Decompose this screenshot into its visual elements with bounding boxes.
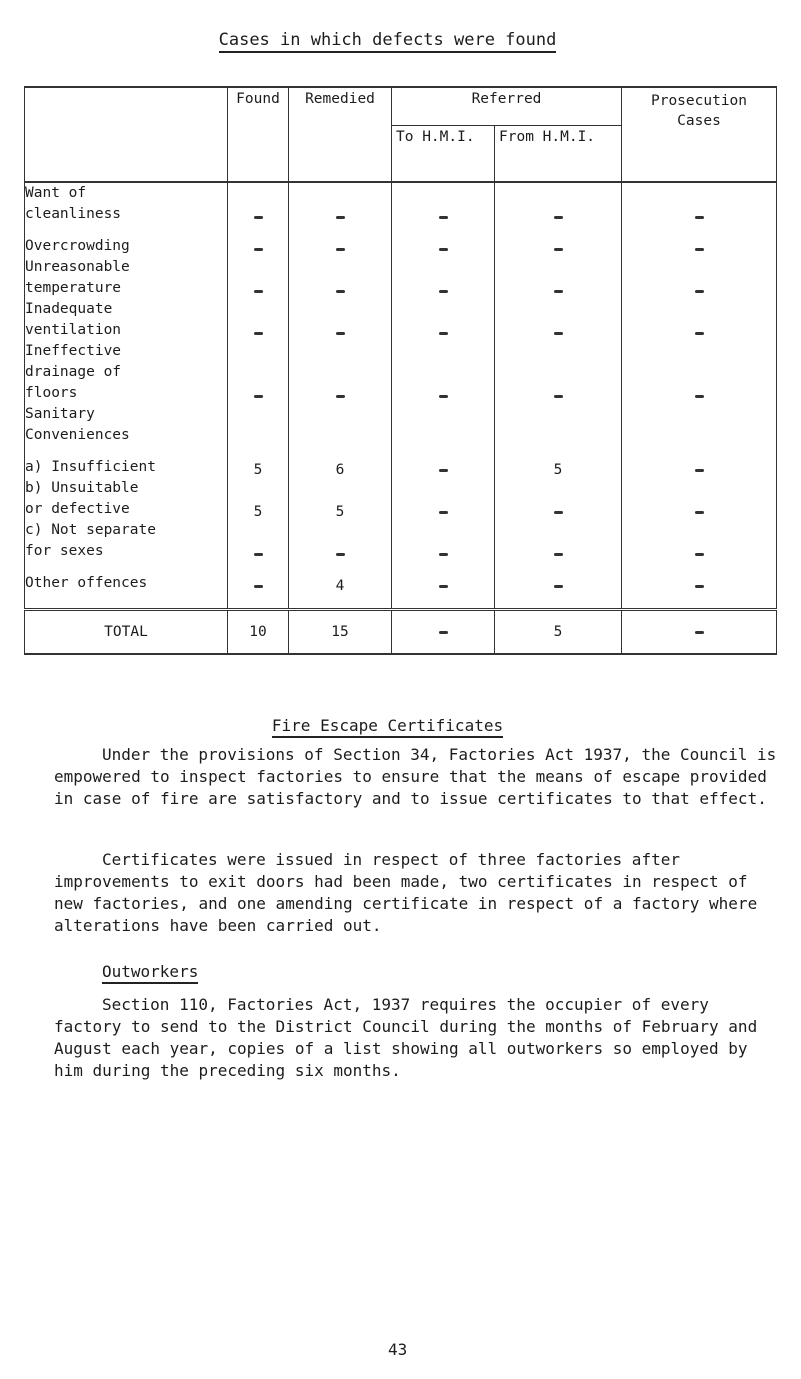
table-row bbox=[25, 341, 777, 404]
fire-escape-paragraph-2: Certificates were issued in respect of three factories after improvements to exit doors had been made, two certificates in respect of new factories, and one amending certificate in respect of a factory where alterations have been carried out. bbox=[54, 850, 758, 935]
table-row bbox=[25, 520, 777, 562]
nil-dash bbox=[336, 553, 345, 556]
cell-prosecution bbox=[622, 225, 777, 257]
nil-dash bbox=[554, 248, 563, 251]
cell-from bbox=[495, 404, 622, 446]
fire-escape-heading: Fire Escape Certificates bbox=[0, 716, 775, 735]
cell-remedied: 4 bbox=[289, 562, 392, 594]
cell-remedied bbox=[289, 520, 392, 562]
nil-dash bbox=[439, 395, 448, 398]
header-blank bbox=[25, 87, 228, 182]
fire-escape-paragraph-1: Under the provisions of Section 34, Factories Act 1937, the Council is empowered to inspect factories to ensure that the means of escape provided in case of fire are satisfactory and to issue certificates to that effect. bbox=[54, 745, 777, 808]
cell-prosecution bbox=[622, 182, 777, 225]
spacer-cell bbox=[495, 594, 622, 610]
row-label: Ineffective drainage of floors bbox=[25, 341, 228, 404]
nil-dash bbox=[439, 332, 448, 335]
nil-dash bbox=[439, 469, 448, 472]
cell-from bbox=[495, 520, 622, 562]
cell-to bbox=[392, 225, 495, 257]
row-label: Want of cleanliness bbox=[25, 182, 228, 225]
spacer-cell bbox=[25, 594, 228, 610]
nil-dash bbox=[254, 553, 263, 556]
cell-prosecution bbox=[622, 257, 777, 299]
cell-prosecution bbox=[622, 478, 777, 520]
nil-dash bbox=[439, 585, 448, 588]
total-to bbox=[392, 610, 495, 655]
header-found: Found bbox=[228, 87, 289, 182]
cell-prosecution bbox=[622, 520, 777, 562]
cell-prosecution bbox=[622, 404, 777, 446]
cell-found bbox=[228, 225, 289, 257]
spacer-cell bbox=[228, 594, 289, 610]
cell-prosecution bbox=[622, 341, 777, 404]
cell-from bbox=[495, 299, 622, 341]
nil-dash bbox=[554, 216, 563, 219]
cell-prosecution bbox=[622, 299, 777, 341]
cell-found bbox=[228, 341, 289, 404]
cell-to bbox=[392, 182, 495, 225]
row-label: Inadequate ventilation bbox=[25, 299, 228, 341]
nil-dash bbox=[554, 585, 563, 588]
nil-dash bbox=[695, 332, 704, 335]
table-row bbox=[25, 562, 777, 594]
total-remedied: 15 bbox=[289, 610, 392, 655]
row-label: Other offences bbox=[25, 562, 228, 594]
cell-to bbox=[392, 257, 495, 299]
cell-remedied bbox=[289, 182, 392, 225]
nil-dash bbox=[254, 332, 263, 335]
nil-dash bbox=[336, 216, 345, 219]
nil-dash bbox=[254, 290, 263, 293]
total-row bbox=[25, 610, 777, 655]
cell-remedied bbox=[289, 341, 392, 404]
cell-remedied: 6 bbox=[289, 446, 392, 478]
nil-dash bbox=[439, 216, 448, 219]
cell-found bbox=[228, 182, 289, 225]
cell-found bbox=[228, 562, 289, 594]
header-to-hmi: To H.M.I. bbox=[392, 126, 495, 183]
table-row bbox=[25, 478, 777, 520]
cell-found: 5 bbox=[228, 446, 289, 478]
nil-dash bbox=[695, 216, 704, 219]
header-referred: Referred bbox=[392, 87, 622, 126]
row-label: Overcrowding bbox=[25, 225, 228, 257]
table-spacer bbox=[25, 594, 777, 610]
nil-dash bbox=[695, 469, 704, 472]
cell-remedied bbox=[289, 299, 392, 341]
nil-dash bbox=[695, 395, 704, 398]
cell-from bbox=[495, 257, 622, 299]
cell-to bbox=[392, 520, 495, 562]
nil-dash bbox=[554, 395, 563, 398]
cell-to bbox=[392, 299, 495, 341]
cell-from bbox=[495, 182, 622, 225]
cell-remedied bbox=[289, 257, 392, 299]
nil-dash bbox=[336, 395, 345, 398]
outworkers-paragraph: Section 110, Factories Act, 1937 requires the occupier of every factory to send to the District Council during the months of February and August each year, copies of a list showing all outworkers so employed by him during the preceding six months. bbox=[54, 995, 758, 1080]
nil-dash bbox=[254, 248, 263, 251]
total-label: TOTAL bbox=[25, 610, 228, 655]
nil-dash bbox=[695, 585, 704, 588]
table-row bbox=[25, 225, 777, 257]
page-number: 43 bbox=[388, 1340, 408, 1359]
spacer-cell bbox=[392, 594, 495, 610]
cell-found bbox=[228, 257, 289, 299]
nil-dash bbox=[254, 216, 263, 219]
nil-dash bbox=[554, 553, 563, 556]
header-from-hmi: From H.M.I. bbox=[495, 126, 622, 183]
row-label: a) Insufficient bbox=[25, 446, 228, 478]
nil-dash bbox=[336, 332, 345, 335]
nil-dash bbox=[695, 553, 704, 556]
spacer-cell bbox=[289, 594, 392, 610]
total-from: 5 bbox=[495, 610, 622, 655]
page-title: Cases in which defects were found bbox=[0, 30, 775, 50]
nil-dash bbox=[439, 248, 448, 251]
row-label: c) Not separate for sexes bbox=[25, 520, 228, 562]
table-row bbox=[25, 404, 777, 446]
total-prosecution bbox=[622, 610, 777, 655]
cell-from: 5 bbox=[495, 446, 622, 478]
cell-found bbox=[228, 299, 289, 341]
row-label: Unreasonable temperature bbox=[25, 257, 228, 299]
cell-prosecution bbox=[622, 446, 777, 478]
cell-from bbox=[495, 341, 622, 404]
table-row bbox=[25, 446, 777, 478]
row-label: b) Unsuitable or defective bbox=[25, 478, 228, 520]
cell-remedied: 5 bbox=[289, 478, 392, 520]
cell-to bbox=[392, 404, 495, 446]
nil-dash bbox=[554, 332, 563, 335]
total-found: 10 bbox=[228, 610, 289, 655]
nil-dash bbox=[439, 511, 448, 514]
cell-remedied bbox=[289, 404, 392, 446]
cell-to bbox=[392, 478, 495, 520]
nil-dash bbox=[336, 248, 345, 251]
cell-found bbox=[228, 404, 289, 446]
spacer-cell bbox=[622, 594, 777, 610]
nil-dash bbox=[336, 290, 345, 293]
table-row bbox=[25, 182, 777, 225]
table-row bbox=[25, 299, 777, 341]
nil-dash bbox=[695, 290, 704, 293]
outworkers-heading: Outworkers bbox=[102, 962, 198, 981]
nil-dash bbox=[695, 631, 704, 634]
nil-dash bbox=[439, 553, 448, 556]
cell-remedied bbox=[289, 225, 392, 257]
cell-to bbox=[392, 562, 495, 594]
nil-dash bbox=[554, 290, 563, 293]
nil-dash bbox=[439, 290, 448, 293]
defects-table bbox=[24, 86, 777, 655]
cell-to bbox=[392, 446, 495, 478]
cell-from bbox=[495, 562, 622, 594]
table-row bbox=[25, 257, 777, 299]
nil-dash bbox=[695, 511, 704, 514]
cell-from bbox=[495, 225, 622, 257]
cell-found: 5 bbox=[228, 478, 289, 520]
nil-dash bbox=[254, 395, 263, 398]
row-label: Sanitary Conveniences bbox=[25, 404, 228, 446]
nil-dash bbox=[254, 585, 263, 588]
cell-found bbox=[228, 520, 289, 562]
cell-prosecution bbox=[622, 562, 777, 594]
cell-from bbox=[495, 478, 622, 520]
header-prosecution: Prosecution Cases bbox=[622, 87, 777, 182]
nil-dash bbox=[695, 248, 704, 251]
cell-to bbox=[392, 341, 495, 404]
nil-dash bbox=[439, 631, 448, 634]
nil-dash bbox=[554, 511, 563, 514]
header-remedied: Remedied bbox=[289, 87, 392, 182]
